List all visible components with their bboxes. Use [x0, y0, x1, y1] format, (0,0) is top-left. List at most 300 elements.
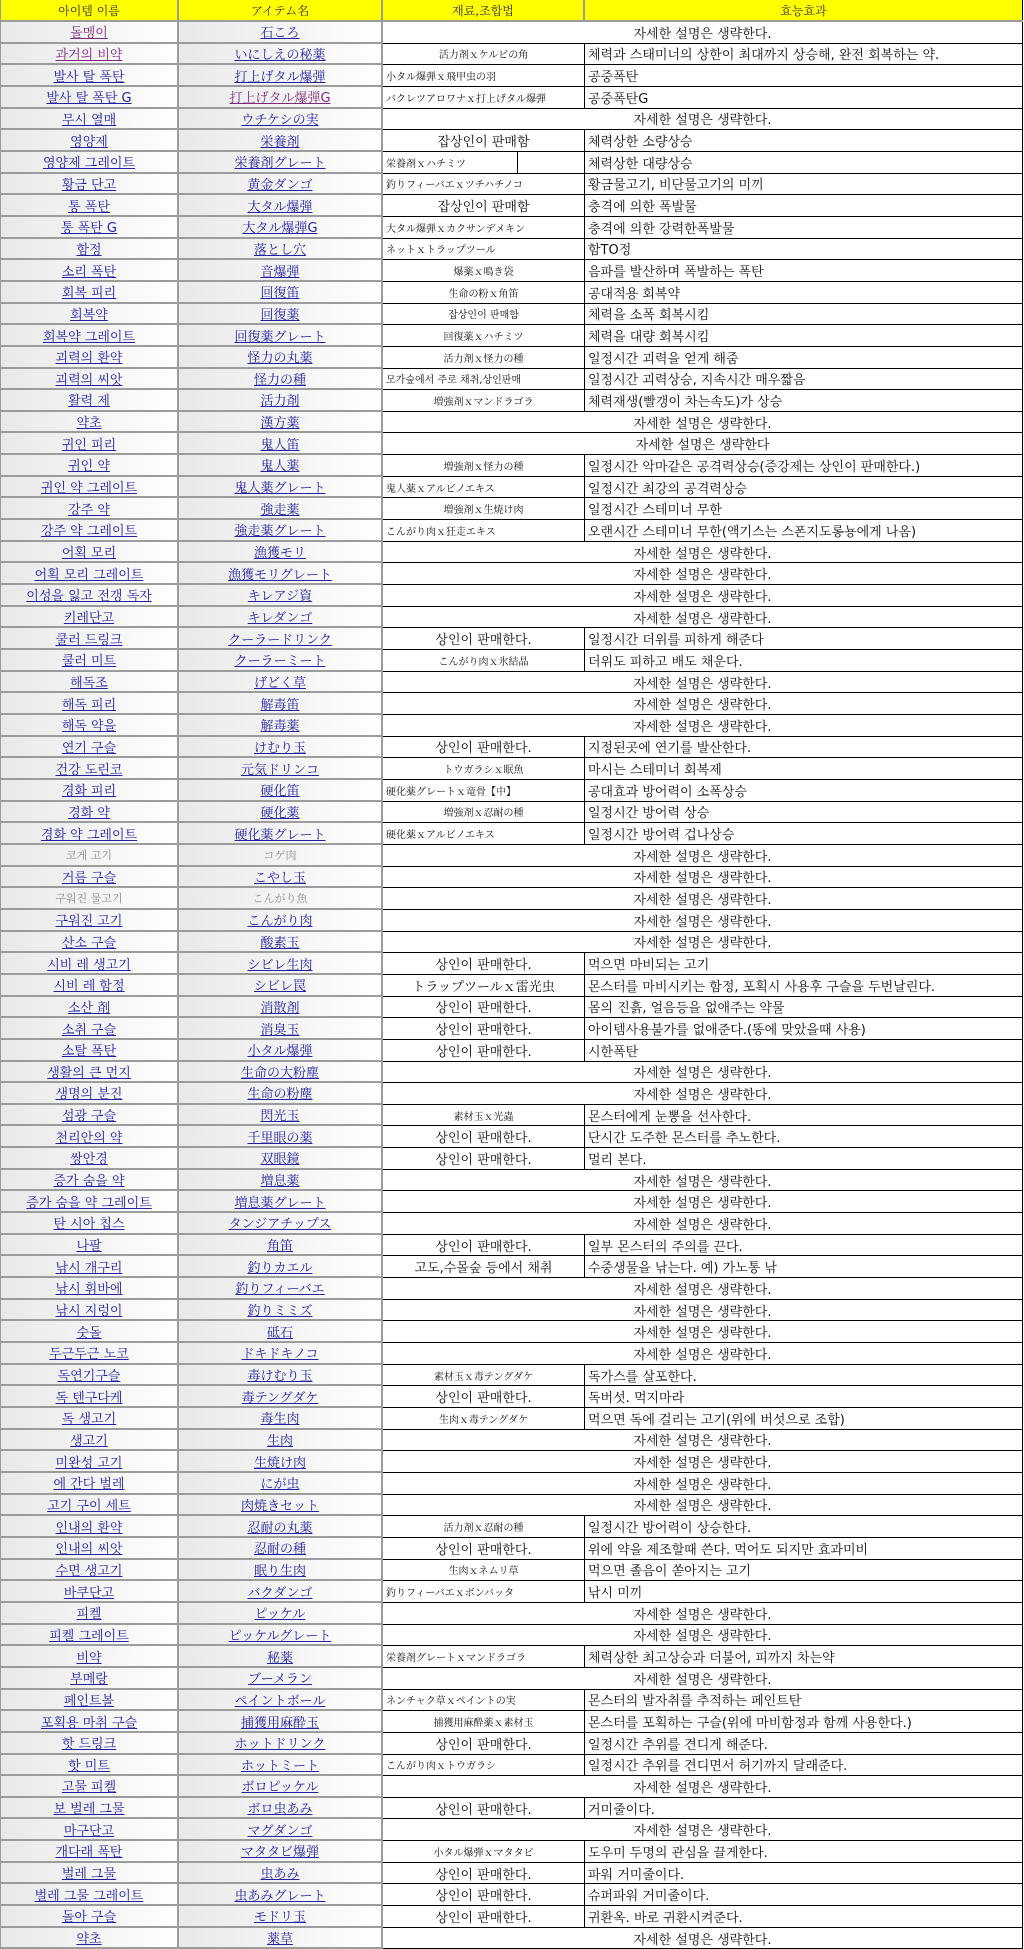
korean-name-link[interactable]: 발사 탈 폭탄 G [46, 91, 132, 107]
japanese-name-link[interactable]: 生命の大粉塵 [240, 1065, 319, 1081]
japanese-name-link[interactable]: けむり玉 [253, 740, 306, 756]
japanese-name-link[interactable]: 虫あみ [260, 1867, 300, 1883]
japanese-name-link[interactable]: 釣りフィーバエ [235, 1282, 325, 1298]
korean-name-cell [1, 325, 179, 347]
korean-name-link[interactable]: 쌍안경 [70, 1152, 108, 1168]
japanese-name-link[interactable]: 忍耐の種 [253, 1542, 306, 1558]
korean-name-cell [1, 780, 179, 802]
japanese-name-link[interactable]: 黄金ダンゴ [247, 177, 313, 193]
recipe-cell: 상인이 판매한다. [383, 1863, 585, 1885]
table-row [1, 325, 1023, 347]
effect-cell: 체력상한 최고상승과 더불어, 피까지 차는약 [585, 1646, 1023, 1668]
table-row [1, 953, 1023, 975]
japanese-name-link[interactable]: ドキドキノコ [241, 1347, 319, 1363]
korean-name-cell [1, 1343, 179, 1365]
japanese-name-link[interactable]: ウチケシの実 [241, 112, 319, 128]
japanese-name-link[interactable]: バクダンゴ [247, 1585, 313, 1601]
japanese-name-link[interactable]: 回復笛 [260, 286, 300, 302]
table-row [1, 997, 1023, 1019]
description-omitted-cell: 자세한 설명은 생략한다. [383, 1278, 1023, 1300]
japanese-name-link[interactable]: 解毒笛 [260, 697, 300, 713]
korean-name-link[interactable]: 소리 폭탄 [61, 264, 117, 280]
japanese-name-link[interactable]: 釣りミミズ [247, 1304, 313, 1320]
korean-name-link[interactable]: 경화 약 그레이트 [40, 827, 138, 843]
japanese-name-text: コゲ肉 [263, 848, 297, 862]
korean-name-link[interactable]: 고물 피켈 [61, 1780, 117, 1796]
japanese-name-link[interactable]: 解毒薬 [260, 719, 300, 735]
japanese-name-cell [179, 1083, 383, 1105]
japanese-name-cell [179, 477, 383, 499]
korean-name-cell [1, 520, 179, 542]
korean-name-link[interactable]: 회복약 [70, 307, 108, 323]
japanese-name-cell [179, 650, 383, 672]
korean-name-cell [1, 1884, 179, 1906]
description-omitted-cell: 자세한 설명은 생략한다. [383, 845, 1023, 867]
korean-name-link[interactable]: 소산 剤 [67, 1000, 111, 1016]
japanese-name-cell [179, 304, 383, 326]
korean-name-link[interactable]: 독연기구슬 [57, 1369, 121, 1385]
japanese-name-cell [179, 693, 383, 715]
japanese-name-link[interactable]: 毒けむり玉 [247, 1369, 313, 1385]
effect-cell: 체력상한 대량상승 [585, 152, 1023, 174]
japanese-name-link[interactable]: 虫あみグレート [234, 1888, 326, 1904]
korean-name-cell [1, 737, 179, 759]
japanese-name-link[interactable]: 閃光玉 [260, 1109, 300, 1125]
effect-cell: 귀환옥. 바로 귀환시켜준다. [585, 1906, 1023, 1928]
japanese-name-link[interactable]: 釣りカエル [247, 1260, 313, 1276]
description-omitted-cell: 자세한 설명은 생략한다. [383, 1625, 1023, 1647]
japanese-name-link[interactable]: ペイントボール [234, 1693, 326, 1709]
recipe-cell: 상인이 판매한다. [383, 1798, 585, 1820]
japanese-name-cell [179, 174, 383, 196]
description-omitted-cell: 자세한 설명은 생략한다. [383, 1603, 1023, 1625]
korean-name-link[interactable]: 인내의 환약 [55, 1520, 123, 1536]
korean-name-cell [1, 997, 179, 1019]
korean-name-link[interactable]: 해독 약을 [61, 719, 117, 735]
korean-name-link[interactable]: 활력 제 [68, 394, 110, 410]
korean-name-cell [1, 1235, 179, 1257]
korean-name-link[interactable]: 독 생고기 [61, 1412, 117, 1428]
japanese-name-cell [179, 152, 383, 174]
table-row [1, 152, 1023, 174]
korean-name-link[interactable]: 생명의 분진 [55, 1087, 123, 1103]
japanese-name-link[interactable]: 捕獲用麻酔玉 [240, 1715, 319, 1731]
korean-name-link[interactable]: 고기 구이 세트 [47, 1498, 131, 1514]
korean-name-cell [1, 1733, 179, 1755]
korean-name-link[interactable]: 어획 모리 그레이트 [34, 567, 144, 583]
japanese-name-link[interactable]: ピッケルグレート [228, 1628, 332, 1644]
japanese-name-link[interactable]: こやし玉 [253, 870, 306, 886]
korean-name-cell [1, 65, 179, 87]
korean-name-link[interactable]: 포획용 마취 구슬 [40, 1715, 138, 1731]
table-row [1, 1495, 1023, 1517]
description-omitted-cell: 자세한 설명은 생략한다. [383, 1495, 1023, 1517]
korean-name-link[interactable]: 귀인 약 [68, 459, 110, 475]
table-row [1, 1473, 1023, 1495]
japanese-name-link[interactable]: 打上げタル爆弾 [234, 69, 326, 85]
description-omitted-cell: 자세한 설명은 생략한다. [383, 22, 1023, 44]
japanese-name-cell [179, 1733, 383, 1755]
korean-name-link[interactable]: 독 텐구다케 [55, 1390, 123, 1406]
korean-name-link[interactable]: 낚시 지렁이 [55, 1304, 123, 1320]
korean-name-link[interactable]: 돌아 구슬 [61, 1910, 117, 1926]
description-omitted-cell: 자세한 설명은 생략한다. [383, 1451, 1023, 1473]
korean-name-link[interactable]: 경화 약 [68, 805, 110, 821]
recipe-cell: こんがり肉ｘ氷結晶 [383, 650, 585, 672]
table-row [1, 1841, 1023, 1863]
korean-name-link[interactable]: 부메랑 [70, 1672, 108, 1688]
korean-name-link[interactable]: 개다래 폭탄 [55, 1845, 123, 1861]
japanese-name-link[interactable]: にが虫 [260, 1477, 300, 1493]
table-row [1, 455, 1023, 477]
recipe-cell: 상인이 판매한다. [383, 1386, 585, 1408]
description-omitted-cell: 자세한 설명은 생략한다. [383, 1668, 1023, 1690]
korean-name-link[interactable]: 어획 모리 [61, 546, 117, 562]
japanese-name-cell [179, 563, 383, 585]
korean-name-link[interactable]: 수면 생고기 [55, 1563, 123, 1579]
japanese-name-link[interactable]: 元気ドリンコ [240, 762, 319, 778]
japanese-name-link[interactable]: シビレ生肉 [247, 957, 313, 973]
korean-name-link[interactable]: 회복약 그레이트 [42, 329, 136, 345]
japanese-name-cell [179, 87, 383, 109]
korean-name-link[interactable]: 소탈 폭탄 [61, 1044, 117, 1060]
description-omitted-cell: 자세한 설명은 생략한다. [383, 563, 1023, 585]
japanese-name-link[interactable]: 角笛 [266, 1239, 293, 1255]
korean-name-link[interactable]: 이성을 잃고 전갱 독자 [26, 589, 152, 605]
korean-name-cell [1, 628, 179, 650]
korean-name-cell [1, 1191, 179, 1213]
japanese-name-link[interactable]: 消散剤 [260, 1000, 300, 1016]
korean-name-cell [1, 1451, 179, 1473]
korean-name-cell [1, 1495, 179, 1517]
table-row [1, 888, 1023, 910]
korean-name-link[interactable]: 인내의 씨앗 [55, 1542, 123, 1558]
japanese-name-link[interactable]: 落とし穴 [253, 242, 306, 258]
japanese-name-link[interactable]: 栄養剤グレート [234, 156, 326, 172]
japanese-name-link[interactable]: ブーメラン [248, 1672, 312, 1688]
recipe-cell: 상인이 판매한다. [383, 628, 585, 650]
table-row [1, 1928, 1023, 1949]
japanese-name-cell [179, 433, 383, 455]
description-omitted-cell: 자세한 설명은 생략한다. [383, 1776, 1023, 1798]
korean-name-cell [1, 1213, 179, 1235]
korean-name-link[interactable]: 약초 [76, 1932, 102, 1948]
japanese-name-link[interactable]: 生肉 [266, 1433, 293, 1449]
korean-name-cell [1, 1018, 179, 1040]
table-row [1, 412, 1023, 434]
korean-name-cell [1, 1928, 179, 1949]
japanese-name-cell [179, 1690, 383, 1712]
korean-name-link[interactable]: 건강 도린코 [55, 762, 123, 778]
korean-name-link[interactable]: 쿨러 드링크 [55, 632, 123, 648]
japanese-name-link[interactable]: 小タル爆弾 [247, 1044, 313, 1060]
japanese-name-link[interactable]: 増息薬グレート [234, 1195, 326, 1211]
korean-name-link[interactable]: 회복 피리 [61, 286, 117, 302]
japanese-name-link[interactable]: ピッケル [254, 1607, 306, 1623]
korean-name-link[interactable]: 마구단고 [63, 1823, 115, 1839]
recipe-cell: 釣りフィーバエｘボンバッタ [383, 1581, 585, 1603]
japanese-name-link[interactable]: クーラードリンク [228, 632, 332, 648]
japanese-name-link[interactable]: 千里眼の薬 [247, 1130, 313, 1146]
effect-cell: 몬스터를 마비시키는 함정, 포획시 사용후 구슬을 두번날린다. [585, 975, 1023, 997]
effect-cell: 지정된곳에 연기를 발산한다. [585, 737, 1023, 759]
korean-name-link[interactable]: 영양제 그레이트 [42, 156, 136, 172]
japanese-name-link[interactable]: クーラーミート [234, 654, 326, 670]
korean-name-link[interactable]: 약초 [76, 416, 102, 432]
japanese-name-link[interactable]: 鬼人薬グレート [234, 481, 326, 497]
japanese-name-cell [179, 260, 383, 282]
korean-name-text: 구워진 물고기 [55, 892, 123, 906]
korean-name-cell [1, 1300, 179, 1322]
japanese-name-link[interactable]: 硬化薬グレート [234, 827, 326, 843]
korean-name-link[interactable]: 함정 [76, 242, 102, 258]
korean-name-link[interactable]: 황금 단고 [61, 177, 117, 193]
korean-name-link[interactable]: 소취 구슬 [61, 1022, 117, 1038]
korean-name-cell [1, 1126, 179, 1148]
table-row [1, 1625, 1023, 1647]
table-row [1, 802, 1023, 824]
recipe-cell: 硬化薬ｘアルビノエキス [383, 823, 585, 845]
japanese-name-cell [179, 1386, 383, 1408]
korean-name-link[interactable]: 거름 구슬 [61, 870, 117, 886]
korean-name-link[interactable]: 증가 숨을 약 그레이트 [26, 1195, 152, 1211]
description-omitted-cell: 자세한 설명은 생략한다. [383, 693, 1023, 715]
korean-name-link[interactable]: 강주 약 그레이트 [40, 524, 138, 540]
korean-name-link[interactable]: 경화 피리 [61, 784, 117, 800]
korean-name-link[interactable]: 산소 구슬 [61, 935, 117, 951]
korean-name-link[interactable]: 보 벌레 그물 [53, 1802, 125, 1818]
japanese-name-link[interactable]: 強走薬グレート [234, 524, 326, 540]
effect-cell: 마시는 스테미너 회복제 [585, 758, 1023, 780]
japanese-name-link[interactable]: 硬化笛 [260, 784, 300, 800]
japanese-name-link[interactable]: 肉焼きセット [240, 1498, 319, 1514]
japanese-name-link[interactable]: 鬼人薬 [260, 459, 300, 475]
korean-name-link[interactable]: 피켈 [76, 1607, 102, 1623]
korean-name-link[interactable]: 발사 탈 폭탄 [53, 69, 125, 85]
korean-name-link[interactable]: 탄 시아 칩스 [53, 1217, 125, 1233]
japanese-name-link[interactable]: 鬼人笛 [260, 437, 300, 453]
korean-name-cell [1, 542, 179, 564]
japanese-name-link[interactable]: 栄養剤 [260, 134, 300, 150]
japanese-name-link[interactable]: キレアジ資 [247, 589, 313, 605]
table-row [1, 1083, 1023, 1105]
table-row [1, 650, 1023, 672]
korean-name-link[interactable]: 숫돌 [76, 1325, 102, 1341]
table-row [1, 715, 1023, 737]
japanese-name-link[interactable]: ホットドリンク [234, 1737, 326, 1753]
korean-name-link[interactable]: 키레단고 [63, 611, 115, 627]
korean-name-cell [1, 888, 179, 910]
recipe-cell: 상인이 판매한다. [383, 1126, 585, 1148]
effect-cell: 독가스를 살포한다. [585, 1365, 1023, 1387]
korean-name-link[interactable]: 벌레 그물 [61, 1867, 117, 1883]
recipe-cell: ネットｘトラップツール [383, 239, 585, 261]
japanese-name-link[interactable]: 毒テングダケ [241, 1390, 319, 1406]
table-row [1, 477, 1023, 499]
korean-name-cell [1, 1863, 179, 1885]
description-omitted-cell: 자세한 설명은 생략한다. [383, 932, 1023, 954]
korean-name-link[interactable]: 구워진 고기 [55, 914, 123, 930]
japanese-name-link[interactable]: タンジアチップス [228, 1217, 332, 1233]
japanese-name-link[interactable]: 強走薬 [260, 502, 300, 518]
korean-name-cell [1, 1538, 179, 1560]
description-omitted-cell: 자세한 설명은 생략한다. [383, 715, 1023, 737]
japanese-name-link[interactable]: 活力剤 [260, 394, 300, 410]
japanese-name-link[interactable]: 眠り生肉 [253, 1563, 306, 1579]
description-omitted-cell: 자세한 설명은 생략한다. [383, 1300, 1023, 1322]
korean-name-link[interactable]: 낚시 개구리 [55, 1260, 123, 1276]
korean-name-link[interactable]: 미완성 고기 [55, 1455, 123, 1471]
effect-cell: 수중생물을 낚는다. 예) 가노통 낚 [585, 1256, 1023, 1278]
table-row [1, 1213, 1023, 1235]
japanese-name-link[interactable]: 回復薬グレート [234, 329, 326, 345]
korean-name-link[interactable]: 에 간다 벌레 [53, 1477, 125, 1493]
korean-name-link[interactable]: 강주 약 [68, 502, 110, 518]
japanese-name-link[interactable]: 大タル爆弾G [242, 221, 318, 237]
table-row [1, 975, 1023, 997]
japanese-name-cell [179, 44, 383, 66]
korean-name-link[interactable]: 괴력의 씨앗 [55, 372, 123, 388]
japanese-name-link[interactable]: 生焼け肉 [253, 1455, 306, 1471]
effect-cell: 일정시간 방어력 겁나상승 [585, 823, 1023, 845]
japanese-name-link[interactable]: キレダンゴ [247, 611, 313, 627]
japanese-name-link[interactable]: 打上げタル爆弾G [229, 91, 331, 107]
korean-name-link[interactable]: 바쿠단고 [63, 1585, 115, 1601]
korean-name-link[interactable]: 해독 피리 [61, 697, 117, 713]
japanese-name-cell [179, 1863, 383, 1885]
japanese-name-link[interactable]: こんがり肉 [247, 914, 313, 930]
japanese-name-link[interactable]: 酸素玉 [260, 935, 300, 951]
effect-cell: 아이템사용불가를 없애준다.(똥에 맞았을때 사용) [585, 1018, 1023, 1040]
korean-name-cell [1, 1040, 179, 1062]
japanese-name-link[interactable]: 消臭玉 [260, 1022, 300, 1038]
korean-name-link[interactable]: 낚시 휘바에 [55, 1282, 123, 1298]
japanese-name-link[interactable]: ボロピッケル [241, 1780, 319, 1796]
korean-name-cell [1, 1906, 179, 1928]
korean-name-link[interactable]: 무시 열매 [61, 112, 117, 128]
japanese-name-link[interactable]: 大タル爆弾 [247, 199, 313, 215]
japanese-name-link[interactable]: 漁獲モリグレート [228, 567, 332, 583]
recipe-cell: 活力剤ｘ忍耐の種 [383, 1516, 585, 1538]
japanese-name-link[interactable]: マグダンゴ [247, 1823, 313, 1839]
korean-name-link[interactable]: 나팔 [76, 1239, 102, 1255]
japanese-name-cell [179, 1278, 383, 1300]
table-row [1, 628, 1023, 650]
japanese-name-cell [179, 1928, 383, 1949]
japanese-name-link[interactable]: 漁獲モリ [253, 546, 306, 562]
korean-name-cell [1, 1105, 179, 1127]
korean-name-cell [1, 87, 179, 109]
korean-name-link[interactable]: 핫 드링크 [61, 1737, 117, 1753]
japanese-name-link[interactable]: 薬草 [266, 1932, 293, 1948]
korean-name-link[interactable]: 영양제 [70, 134, 108, 150]
japanese-name-link[interactable]: 忍耐の丸薬 [247, 1520, 313, 1536]
japanese-name-link[interactable]: 増息薬 [260, 1174, 300, 1190]
korean-name-cell [1, 758, 179, 780]
korean-name-link[interactable]: 과거의 비약 [55, 47, 123, 63]
description-omitted-cell: 자세한 설명은 생략한다. [383, 1062, 1023, 1084]
japanese-name-link[interactable]: マタタビ爆弾 [240, 1845, 319, 1861]
korean-name-link[interactable]: 통 폭탄 [68, 199, 110, 215]
japanese-name-link[interactable]: ボロ虫あみ [247, 1802, 313, 1818]
table-row [1, 1148, 1023, 1170]
korean-name-link[interactable]: 쿨러 미트 [61, 654, 117, 670]
japanese-name-link[interactable]: 毒生肉 [260, 1412, 300, 1428]
japanese-name-link[interactable]: モドリ玉 [253, 1910, 306, 1926]
description-omitted-cell: 자세한 설명은 생략한다. [383, 585, 1023, 607]
description-omitted-cell: 자세한 설명은 생략한다. [383, 1083, 1023, 1105]
korean-name-link[interactable]: 시비 레 함정 [53, 979, 125, 995]
korean-name-link[interactable]: 핫 미트 [68, 1758, 110, 1774]
korean-name-link[interactable]: 두근두근 노코 [49, 1347, 129, 1363]
japanese-name-cell [179, 1148, 383, 1170]
korean-name-link[interactable]: 생활의 큰 먼지 [47, 1065, 131, 1081]
effect-cell: 공대효과 방어력이 소폭상승 [585, 780, 1023, 802]
header-effect: 효능효과 [585, 0, 1023, 20]
korean-name-link[interactable]: 시비 레 생고기 [47, 957, 131, 973]
table-row [1, 780, 1023, 802]
description-omitted-cell: 자세한 설명은 생략한다. [383, 1191, 1023, 1213]
japanese-name-link[interactable]: 双眼鏡 [260, 1152, 300, 1168]
korean-name-link[interactable]: 통 폭탄 G [60, 221, 117, 237]
japanese-name-link[interactable]: 回復薬 [260, 307, 300, 323]
japanese-name-link[interactable]: 生命の粉塵 [247, 1087, 313, 1103]
table-row [1, 1733, 1023, 1755]
table-row [1, 1018, 1023, 1040]
table-row [1, 542, 1023, 564]
korean-name-link[interactable]: 비약 [76, 1650, 102, 1666]
japanese-name-link[interactable]: 石ころ [260, 26, 300, 42]
japanese-name-link[interactable]: いにしえの秘薬 [234, 47, 326, 63]
table-row [1, 867, 1023, 889]
recipe-empty-subcell [518, 152, 584, 173]
japanese-name-cell [179, 1062, 383, 1084]
japanese-name-link[interactable]: 硬化薬 [260, 805, 300, 821]
korean-name-link[interactable]: 귀인 약 그레이트 [40, 481, 138, 497]
korean-name-link[interactable]: 연기 구슬 [61, 740, 117, 756]
japanese-name-link[interactable]: 音爆弾 [260, 264, 300, 280]
japanese-name-link[interactable]: げどく草 [253, 676, 306, 692]
korean-name-link[interactable]: 섬광 구슬 [61, 1109, 117, 1125]
japanese-name-cell [179, 737, 383, 759]
korean-name-link[interactable]: 벌레 그물 그레이트 [34, 1888, 144, 1904]
korean-name-cell [1, 715, 179, 737]
korean-name-link[interactable]: 피켈 그레이트 [49, 1628, 129, 1644]
japanese-name-link[interactable]: 怪力の丸薬 [247, 351, 313, 367]
table-row [1, 433, 1023, 455]
korean-name-link[interactable]: 천리안의 약 [55, 1130, 123, 1146]
japanese-name-link[interactable]: ホットミート [240, 1758, 319, 1774]
japanese-name-link[interactable]: シビレ罠 [253, 979, 306, 995]
korean-name-link[interactable]: 해독조 [70, 676, 108, 692]
japanese-name-link[interactable]: 秘薬 [266, 1650, 293, 1666]
korean-name-link[interactable]: 페인트볼 [63, 1693, 115, 1709]
korean-name-cell [1, 195, 179, 217]
japanese-name-link[interactable]: 漢方薬 [260, 416, 300, 432]
korean-name-link[interactable]: 생고기 [70, 1433, 108, 1449]
japanese-name-link[interactable]: 砥石 [266, 1325, 293, 1341]
japanese-name-link[interactable]: 怪力の種 [253, 372, 306, 388]
recipe-cell: 상인이 판매한다. [383, 1235, 585, 1257]
table-row [1, 1516, 1023, 1538]
japanese-name-cell [179, 22, 383, 44]
korean-name-link[interactable]: 괴력의 환약 [55, 351, 123, 367]
korean-name-link[interactable]: 돌멩이 [70, 26, 108, 42]
korean-name-cell [1, 477, 179, 499]
korean-name-link[interactable]: 귀인 피리 [61, 437, 117, 453]
effect-cell: 먹으면 졸음이 쏟아지는 고기 [585, 1560, 1023, 1582]
korean-name-link[interactable]: 증가 숨을 약 [53, 1174, 125, 1190]
